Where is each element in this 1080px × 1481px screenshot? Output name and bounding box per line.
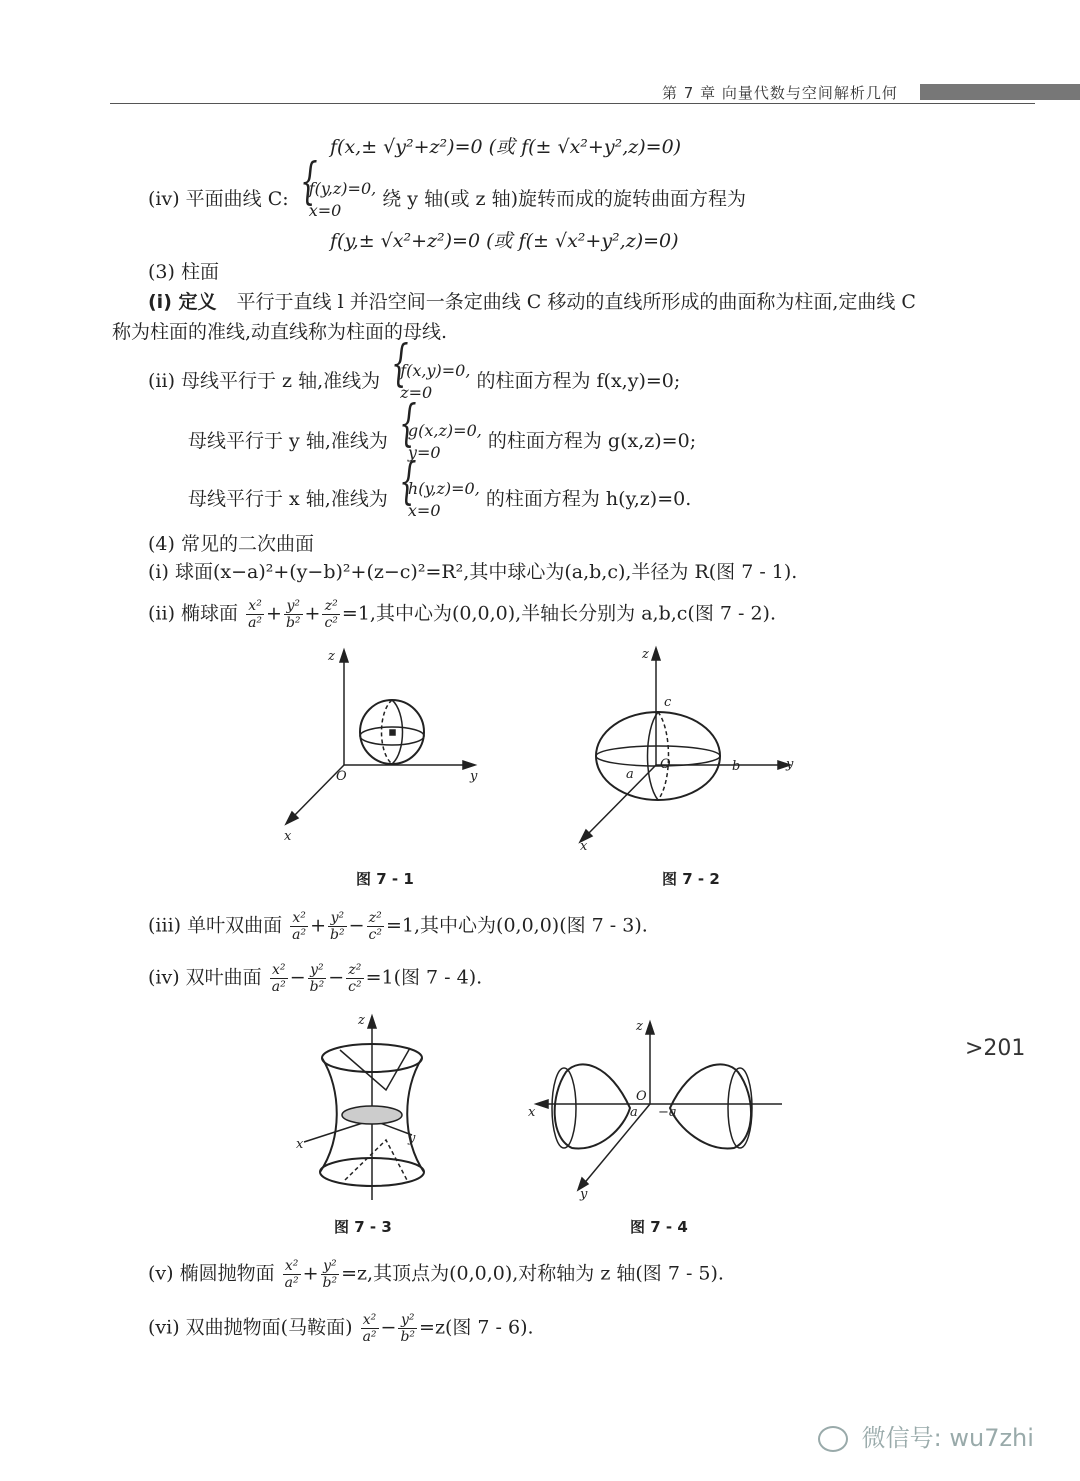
- frac-y2-b2: $\frac{\text{y²}}{\text{b²}}$: [285, 598, 301, 631]
- text-line-2: [148, 178, 746, 222]
- frac-y2-b2: $\frac{\text{y²}}{\text{b²}}$: [330, 910, 345, 943]
- line8-prefix: 母线平行于 y 轴,准线为: [188, 430, 388, 452]
- line2-system: [295, 178, 377, 222]
- wechat-icon: [818, 1426, 848, 1452]
- line7-post: 的柱面方程为 f(x,y)=0;: [476, 370, 681, 392]
- f2-x-label: x: [580, 839, 588, 854]
- line12-post: =1,其中心为(0,0,0),半轴长分别为 a,b,c(图 7 - 2).: [341, 602, 777, 625]
- caption-7-2: 图 7 - 2: [662, 870, 720, 888]
- f1-z-label: z: [328, 649, 335, 664]
- line7-prefix: (ii) 母线平行于 z 轴,准线为: [148, 370, 381, 392]
- frac-z2-c2: $\frac{\text{z²}}{\text{c²}}$: [348, 962, 362, 995]
- frac-z2-c2: $\frac{\text{z²}}{\text{c²}}$: [368, 910, 382, 943]
- f3-y-label: y: [408, 1131, 416, 1146]
- line8-sys-b: y=0: [407, 443, 441, 462]
- x-arrow: [536, 1100, 548, 1108]
- line7-sys-b: z=0: [400, 383, 433, 402]
- f4-o-label: O: [636, 1089, 647, 1104]
- definition-text: 平行于直线 l 并沿空间一条定曲线 C 移动的直线所形成的曲面称为柱面,定曲线 C: [236, 291, 916, 313]
- ellipsoid-meridian-back: [658, 712, 669, 800]
- text-line-15: (v) 椭圆抛物面 $\frac{\text{x²}}{\text{a²}}$ + $\frac{\text{y²}}{\text{b²}}$ =z,其顶点为(0,0,0),对称轴为 z 轴(图 7 - 5).: [148, 1258, 724, 1291]
- line9-system: [394, 478, 480, 522]
- text-line-14: (iv) 双叶曲面 $\frac{\text{x²}}{\text{a²}}$ − $\frac{\text{y²}}{\text{b²}}$ − $\frac{\text{z²}}{\text{c²}}$ =1(图 7 - 4).: [148, 962, 483, 995]
- frac-z2-c2: $\frac{\text{z²}}{\text{c²}}$: [324, 598, 338, 631]
- definition-label: (i) 定义: [148, 291, 217, 313]
- ruling-lines-back: [345, 1140, 408, 1182]
- page-number: >201: [965, 1036, 1026, 1061]
- figure-7-4: [520, 1016, 790, 1201]
- f4-z-label: z: [636, 1019, 643, 1034]
- frac-y2-b2: $\frac{\text{y²}}{\text{b²}}$: [309, 962, 325, 995]
- line2-sys-b: x=0: [308, 201, 342, 220]
- frac-y2-b2: $\frac{\text{y²}}{\text{b²}}$: [400, 1312, 416, 1345]
- line8-post: 的柱面方程为 g(x,z)=0;: [487, 430, 697, 452]
- f3-x-label: x: [296, 1137, 304, 1152]
- right-sheet-rim: [728, 1068, 752, 1148]
- line13-prefix: (iii) 单叶双曲面: [148, 914, 283, 937]
- sphere-center: [390, 730, 395, 735]
- text-line-5: [148, 290, 916, 314]
- line12-prefix: (ii) 椭球面: [148, 602, 239, 625]
- frac-x2-a2: $\frac{\text{x²}}{\text{a²}}$: [248, 598, 263, 631]
- text-line-12: (ii) 椭球面 $\frac{\text{x²}}{\text{a²}}$ + $\frac{\text{y²}}{\text{b²}}$ + $\frac{\text{z²}}{\text{c²}}$ =1,其中心为(0,0,0),半轴长分别为 a,b,c(图 7 - 2).: [148, 598, 777, 631]
- y-arrow: [463, 761, 475, 769]
- header-bar: [920, 84, 1080, 100]
- line8-sys-a: { g(x,z)=0,: [407, 421, 482, 440]
- left-sheet: [555, 1064, 630, 1148]
- section-4-heading: (4) 常见的二次曲面: [148, 533, 314, 555]
- f4-a-label: a: [630, 1105, 638, 1120]
- line16-post: =z(图 7 - 6).: [419, 1316, 534, 1339]
- right-profile: [407, 1058, 424, 1172]
- right-sheet: [670, 1064, 751, 1148]
- line15-post: =z,其顶点为(0,0,0),对称轴为 z 轴(图 7 - 5).: [341, 1262, 724, 1285]
- f2-z-label: z: [642, 647, 649, 662]
- formula-line-3: f(y,± √x²+z²)=0 (或 f(± √x²+y²,z)=0): [330, 230, 679, 252]
- text-line-8: [188, 420, 696, 464]
- line2-prefix: (iv) 平面曲线 C:: [148, 188, 289, 210]
- frac-x2-a2: $\frac{\text{x²}}{\text{a²}}$: [362, 1312, 377, 1345]
- x-axis: [584, 765, 656, 838]
- text-line-11: (i) 球面(x−a)²+(y−b)²+(z−c)²=R²,其中球心为(a,b,c),半径为 R(图 7 - 1).: [148, 561, 798, 583]
- line13-post: =1,其中心为(0,0,0)(图 7 - 3).: [386, 914, 648, 937]
- caption-7-1: 图 7 - 1: [356, 870, 414, 888]
- ellipsoid-equator: [596, 746, 720, 766]
- figure-7-1: [270, 640, 490, 850]
- line9-sys-a: { h(y,z)=0,: [407, 479, 480, 498]
- z-arrow: [340, 650, 348, 662]
- figure-7-3: [290, 1010, 450, 1210]
- f1-x-label: x: [284, 829, 292, 844]
- f4-neg-a-label: −a: [658, 1105, 677, 1120]
- waist-ellipse: [342, 1106, 402, 1124]
- text-line-13: (iii) 单叶双曲面 $\frac{\text{x²}}{\text{a²}}$ + $\frac{\text{y²}}{\text{b²}}$ − $\frac{\text{z²}}{\text{c²}}$ =1,其中心为(0,0,0)(图 7 - 3).: [148, 910, 648, 943]
- line16-prefix: (vi) 双曲抛物面(马鞍面): [148, 1316, 353, 1339]
- line2-sys-a: { f(y,z)=0,: [308, 179, 377, 198]
- text-line-16: (vi) 双曲抛物面(马鞍面) $\frac{\text{x²}}{\text{a²}}$ − $\frac{\text{y²}}{\text{b²}}$ =z(图 7 - 6).: [148, 1312, 534, 1345]
- f1-o-label: O: [336, 769, 347, 784]
- f2-y-label: y: [786, 757, 794, 772]
- frac-x2-a2: $\frac{\text{x²}}{\text{a²}}$: [284, 1258, 299, 1291]
- caption-7-3: 图 7 - 3: [334, 1218, 392, 1236]
- watermark: [818, 1418, 1034, 1453]
- watermark-text: 微信号: wu7zhi: [861, 1424, 1034, 1452]
- section-3-heading: (3) 柱面: [148, 261, 219, 283]
- line14-prefix: (iv) 双叶曲面: [148, 966, 262, 989]
- ellipsoid-outline: [596, 712, 720, 800]
- line14-post: =1(图 7 - 4).: [365, 966, 483, 989]
- frac-x2-a2: $\frac{\text{x²}}{\text{a²}}$: [271, 962, 286, 995]
- line15-prefix: (v) 椭圆抛物面: [148, 1262, 275, 1285]
- line9-prefix: 母线平行于 x 轴,准线为: [188, 488, 388, 510]
- f2-b-label: b: [732, 759, 741, 774]
- f3-z-label: z: [358, 1013, 365, 1028]
- header-rule: [110, 103, 1035, 104]
- frac-y2-b2: $\frac{\text{y²}}{\text{b²}}$: [322, 1258, 338, 1291]
- line7-sys-a: { f(x,y)=0,: [400, 361, 471, 380]
- y-axis: [582, 1104, 650, 1186]
- formula-line-1: f(x,± √y²+z²)=0 (或 f(± √x²+y²,z)=0): [330, 136, 682, 158]
- left-profile: [320, 1058, 337, 1172]
- z-arrow: [646, 1022, 654, 1034]
- frac-x2-a2: $\frac{\text{x²}}{\text{a²}}$: [292, 910, 307, 943]
- f1-y-label: y: [470, 769, 478, 784]
- line9-sys-b: x=0: [407, 501, 441, 520]
- line9-post: 的柱面方程为 h(y,z)=0.: [485, 488, 692, 510]
- caption-7-4: 图 7 - 4: [630, 1218, 688, 1236]
- f2-a-label: a: [626, 767, 634, 782]
- chapter-header: 第 7 章 向量代数与空间解析几何: [662, 84, 898, 102]
- text-line-9: [188, 478, 691, 522]
- figure-7-2: [570, 640, 810, 855]
- f4-y-label: y: [580, 1187, 588, 1201]
- f4-x-label: x: [528, 1105, 536, 1120]
- z-arrow: [652, 648, 660, 660]
- text-line-6: 称为柱面的准线,动直线称为柱面的母线.: [112, 321, 448, 343]
- f2-o-label: O: [660, 757, 671, 772]
- line2-post: 绕 y 轴(或 z 轴)旋转而成的旋转曲面方程为: [382, 188, 746, 210]
- z-arrow: [368, 1016, 376, 1028]
- f2-c-label: c: [664, 695, 672, 710]
